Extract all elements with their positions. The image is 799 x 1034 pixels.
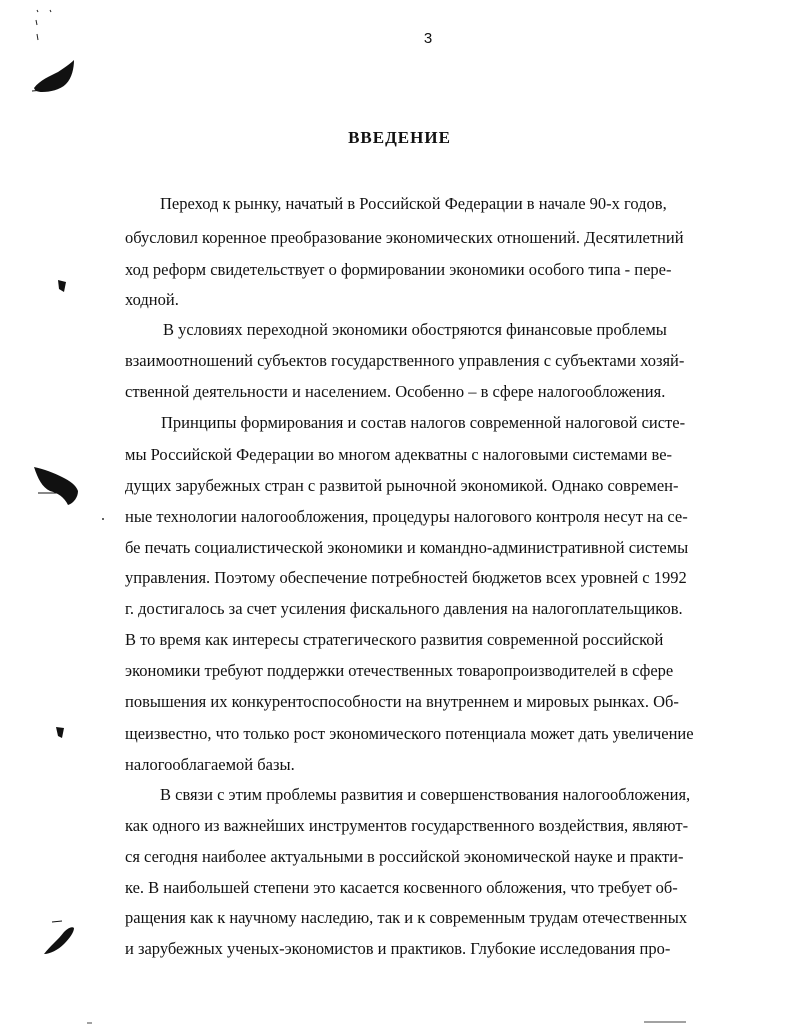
text-line: взаимоотношений субъектов государственного управления с субъектами хозяй- [125, 351, 685, 370]
text-line: В то время как интересы стратегического развития современной российской [125, 630, 664, 649]
page-number: 3 [423, 30, 433, 47]
text-line: и зарубежных ученых-экономистов и практиков. Глубокие исследования про- [125, 939, 671, 958]
text-line: обусловил коренное преобразование экономических отношений. Десятилетний [125, 228, 684, 247]
text-line: ход реформ свидетельствует о формировании экономики особого типа - пере- [125, 260, 672, 279]
text-line: как одного из важнейших инструментов государственного воздействия, являют- [125, 816, 689, 835]
scan-blot-middle [32, 465, 82, 509]
text-line: ственной деятельности и населением. Особенно – в сфере налогообложения. [125, 382, 666, 401]
text-line: управления. Поэтому обеспечение потребностей бюджетов всех уровней с 1992 [125, 568, 687, 587]
scan-blot-bottom [40, 918, 80, 958]
text-line: В условиях переходной экономики обостряются финансовые проблемы [163, 320, 667, 339]
text-line: повышения их конкурентоспособности на внутреннем и мировых рынках. Об- [125, 692, 679, 711]
text-line: экономики требуют поддержки отечественных товаропроизводителей в сфере [125, 661, 674, 680]
text-line: Переход к рынку, начатый в Российской Федерации в начале 90-х годов, [160, 194, 667, 213]
text-line: ные технологии налогообложения, процедуры налогового контроля несут на се- [125, 507, 688, 526]
text-line: дущих зарубежных стран с развитой рыночной экономикой. Однако современ- [125, 476, 679, 495]
scan-line-bottom [640, 1018, 690, 1026]
text-line: В связи с этим проблемы развития и совершенствования налогообложения, [160, 785, 691, 804]
section-title: ВВЕДЕНИЕ [348, 128, 451, 147]
text-line: щеизвестно, что только рост экономического потенциала может дать увеличение [125, 724, 694, 743]
text-line: ке. В наибольшей степени это касается косвенного обложения, что требует об- [125, 878, 678, 897]
text-line: мы Российской Федерации во многом адекватны с налоговыми системами ве- [125, 445, 673, 464]
text-line: г. достигалось за счет усиления фискального давления на налогоплательщиков. [125, 599, 683, 618]
scan-dot [100, 516, 106, 522]
scan-blot-top [30, 58, 80, 98]
text-line: налогооблагаемой базы. [125, 755, 295, 774]
scan-tick-top [34, 6, 54, 46]
text-line: ращения как к научному наследию, так и к современным трудам отечественных [125, 908, 688, 927]
scan-blot-lower [54, 726, 66, 740]
text-line: бе печать социалистической экономики и командно-административной системы [125, 538, 689, 557]
text-line: ходной. [125, 290, 179, 309]
scan-dot-bottom [86, 1020, 94, 1026]
scan-blot-small [56, 278, 68, 294]
text-line: ся сегодня наиболее актуальными в российской экономической науке и практи- [125, 847, 684, 866]
text-line: Принципы формирования и состав налогов современной налоговой систе- [161, 413, 686, 432]
